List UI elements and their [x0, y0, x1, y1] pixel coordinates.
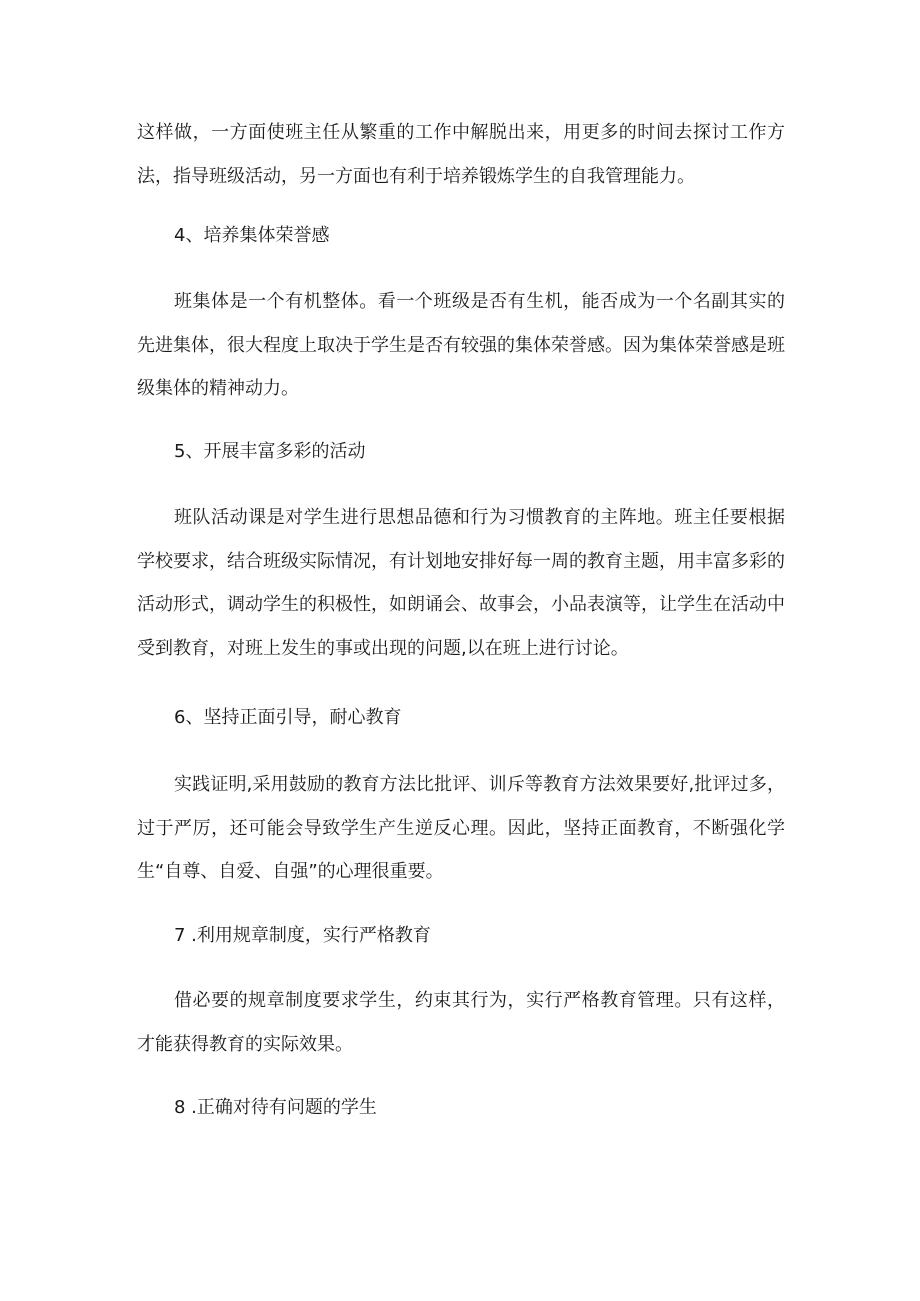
heading-8: 8 .正确对待有问题的学生: [174, 1097, 377, 1118]
paragraph-5: 班队活动课是对学生进行思想品德和行为习惯教育的主阵地。班主任要根据学校要求，结合班级实际情况，有计划地安排好每一周的教育主题，用丰富多彩的活动形式，调动学生的积极性，如朗诵会、故事会，小品表演等，让学生在活动中受到教育，对班上发生的事或出现的问题,以在班上进行讨论。: [137, 507, 785, 659]
paragraph-7: 借必要的规章制度要求学生，约束其行为，实行严格教育管理。只有这样，才能获得教育的实际效果。: [137, 990, 785, 1055]
heading-7: 7 .利用规章制度，实行严格教育: [174, 925, 431, 946]
heading-6: 6、坚持正面引导，耐心教育: [174, 707, 402, 728]
heading-4: 4、培养集体荣誉感: [174, 225, 330, 246]
heading-5: 5、开展丰富多彩的活动: [174, 441, 366, 462]
paragraph-4: 班集体是一个有机整体。看一个班级是否有生机，能否成为一个名副其实的先进集体，很大程度上取决于学生是否有较强的集体荣誉感。因为集体荣誉感是班级集体的精神动力。: [137, 291, 785, 399]
paragraph-6: 实践证明,采用鼓励的教育方法比批评、训斥等教育方法效果要好,批评过多，过于严厉，还可能会导致学生产生逆反心理。因此，坚持正面教育，不断强化学生“自尊、自爱、自强”的心理很重要。: [137, 774, 785, 882]
paragraph-intro: 这样做，一方面使班主任从繁重的工作中解脱出来，用更多的时间去探讨工作方法，指导班级活动，另一方面也有利于培养锻炼学生的自我管理能力。: [137, 122, 785, 187]
